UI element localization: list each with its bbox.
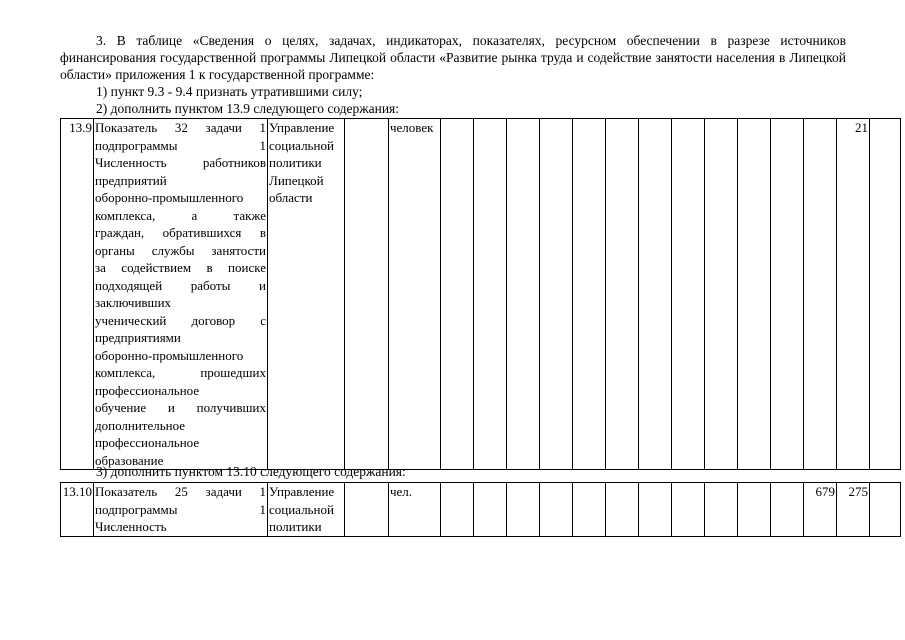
table-row-13-9 bbox=[60, 118, 901, 470]
indicator-line: профессиональное bbox=[95, 435, 200, 450]
value-cell bbox=[606, 483, 639, 537]
value-cell bbox=[804, 119, 837, 470]
value-cell bbox=[738, 119, 771, 470]
row-number: 13.9 bbox=[61, 119, 94, 470]
value-cell bbox=[606, 119, 639, 470]
indicator-line: органы службы занятости bbox=[95, 242, 266, 258]
item-3-text: 3) дополнить пунктом 13.10 следующего содержания: bbox=[96, 464, 406, 479]
indicator-line: подходящей работы и bbox=[95, 277, 266, 293]
value-cell: 679 bbox=[804, 483, 837, 537]
indicator-line: комплекса, прошедших bbox=[95, 365, 266, 380]
empty-cell bbox=[345, 483, 389, 537]
indicator-line: обучение и получивших bbox=[95, 400, 266, 415]
responsible-cell: Управление социальной политики Липецкой области bbox=[268, 119, 345, 470]
value-cell bbox=[870, 483, 901, 537]
indicator-line: дополнительное bbox=[95, 417, 186, 433]
item-2-text: 2) дополнить пунктом 13.9 следующего содержания: bbox=[96, 101, 400, 116]
table-row-13-10 bbox=[60, 482, 901, 537]
unit-cell: чел. bbox=[389, 483, 441, 537]
value-cell bbox=[507, 119, 540, 470]
indicator-line: Численность bbox=[95, 519, 167, 534]
value-cell bbox=[540, 119, 573, 470]
value-cell bbox=[738, 483, 771, 537]
indicator-line: предприятий bbox=[95, 172, 167, 188]
indicator-text bbox=[95, 483, 266, 536]
value-cell bbox=[441, 483, 474, 537]
value-cell bbox=[705, 119, 738, 470]
value-cell bbox=[705, 483, 738, 537]
value-cell bbox=[639, 119, 672, 470]
value-cell bbox=[573, 483, 606, 537]
value-cell bbox=[507, 483, 540, 537]
value-cell bbox=[573, 119, 606, 470]
row-number: 13.10 bbox=[61, 483, 94, 537]
indicator-line: подпрограммы 1 bbox=[95, 137, 266, 153]
indicator-line: профессиональное bbox=[95, 382, 200, 398]
indicator-line: заключивших bbox=[95, 295, 172, 310]
value-cell: 21 bbox=[837, 119, 870, 470]
indicator-line: комплекса, а также bbox=[95, 207, 266, 223]
value-cell bbox=[474, 483, 507, 537]
responsible-cell: Управление социальной политики bbox=[268, 483, 345, 537]
indicator-line: Численность работников bbox=[95, 155, 266, 170]
indicator-cell bbox=[94, 119, 268, 470]
indicator-text bbox=[95, 119, 266, 469]
indicator-line: Показатель 25 задачи 1 bbox=[95, 484, 266, 499]
indicator-line: за содействием в поиске bbox=[95, 260, 266, 275]
empty-cell bbox=[345, 119, 389, 470]
value-cell bbox=[771, 119, 804, 470]
unit-cell: человек bbox=[389, 119, 441, 470]
indicator-line: оборонно-промышленного bbox=[95, 347, 244, 363]
intro-paragraph: 3. В таблице «Сведения о целях, задачах, индикаторах, показателях, ресурсном обеспечении в разрезе источников финансирования государственной программы Липецкой области «Развитие рынка труда и содействие занятости населения в Липецкой области» приложения 1 к государственной программе: bbox=[60, 33, 846, 82]
indicator-line: образование bbox=[95, 452, 164, 468]
value-cell bbox=[540, 483, 573, 537]
indicator-line: граждан, обратившихся в bbox=[95, 225, 266, 240]
indicator-line: Показатель 32 задачи 1 bbox=[95, 120, 266, 135]
value-cell bbox=[771, 483, 804, 537]
value-cell bbox=[639, 483, 672, 537]
value-cell bbox=[474, 119, 507, 470]
value-cell bbox=[672, 119, 705, 470]
item-1-text: 1) пункт 9.3 - 9.4 признать утратившими силу; bbox=[96, 84, 363, 99]
indicator-line: подпрограммы 1 bbox=[95, 501, 266, 517]
indicator-cell bbox=[94, 483, 268, 537]
value-cell bbox=[441, 119, 474, 470]
indicator-line: ученический договор с bbox=[95, 312, 266, 328]
value-cell bbox=[870, 119, 901, 470]
indicator-line: оборонно-промышленного bbox=[95, 190, 244, 205]
value-cell bbox=[672, 483, 705, 537]
indicator-line: предприятиями bbox=[95, 330, 181, 345]
value-cell: 275 bbox=[837, 483, 870, 537]
